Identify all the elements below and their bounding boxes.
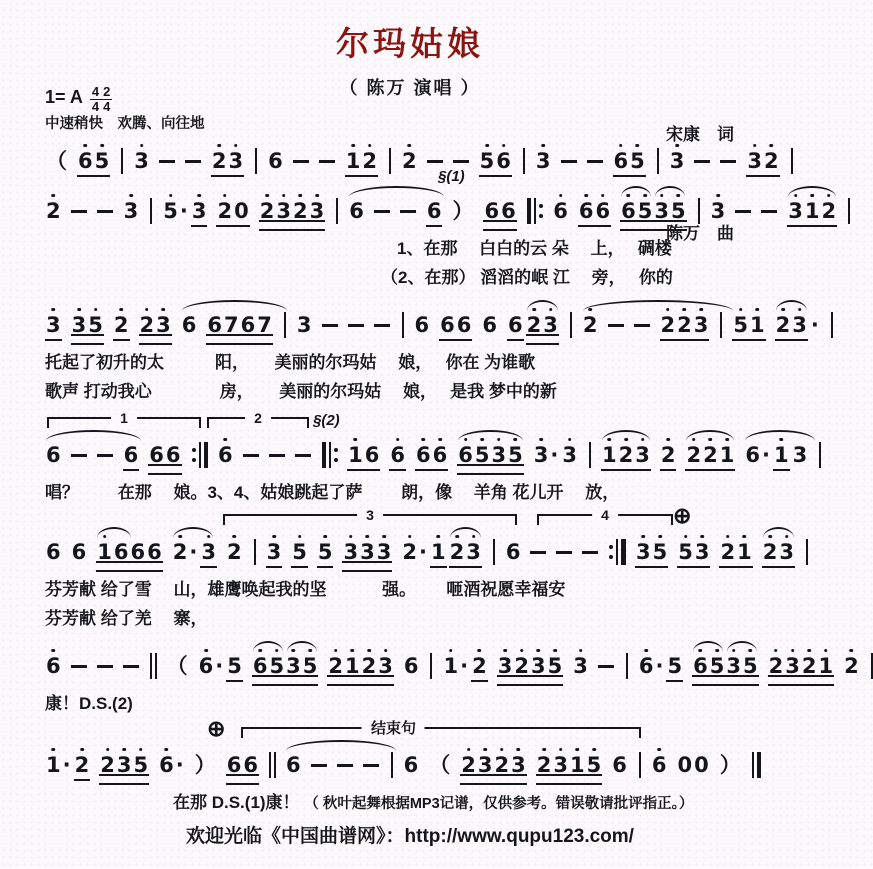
music-system	[45, 138, 782, 184]
duration-dash	[293, 160, 309, 163]
note-token: 6 ·	[198, 653, 224, 678]
duration-dash	[348, 324, 364, 327]
note-token: 3 5	[71, 312, 103, 337]
meter-fraction: $\frac{4}{4}$	[91, 84, 100, 115]
repeat-begin-barline	[527, 198, 544, 224]
note-token: 2 3	[762, 542, 795, 563]
note-token: 5	[667, 653, 683, 678]
note-token: 6	[482, 312, 497, 337]
bracket-label: 1	[111, 411, 137, 426]
lyric-text: 康！D.S.(2)	[45, 694, 133, 713]
note-token: 6 6	[578, 198, 611, 223]
note-token: 6 5 3 5	[620, 201, 687, 222]
transcriber-note: （ 秋叶起舞根据MP3记谱，仅供参考。错误敬请批评指正。）	[304, 796, 694, 812]
bracket-label: 4	[592, 508, 618, 523]
note-token: 2	[113, 312, 129, 337]
barline	[150, 198, 152, 224]
music-system	[45, 643, 859, 718]
note-token: 6 6	[440, 312, 472, 337]
note-token: 2 3 1 5	[536, 752, 602, 777]
notes-row	[45, 302, 819, 348]
volta-bracket	[537, 507, 673, 525]
lyric-line	[45, 575, 782, 604]
lyric-line	[45, 788, 782, 817]
slur-arc	[621, 186, 651, 197]
duration-dash	[269, 454, 285, 457]
duration-dash	[608, 324, 624, 327]
note-token: 6 6	[149, 442, 181, 467]
barline	[523, 148, 525, 174]
duration-dash	[453, 160, 469, 163]
volta-bracket	[207, 410, 309, 428]
note-token: 6	[403, 752, 419, 777]
note-token: 5 6	[479, 148, 511, 173]
note-token: 3 5	[635, 539, 668, 564]
music-system	[45, 168, 837, 292]
note-token: 6	[612, 752, 627, 777]
barline	[871, 653, 873, 679]
note-token: 3 1 2	[787, 201, 837, 222]
duration-dash	[311, 764, 327, 767]
footer	[0, 821, 820, 848]
note-token: 6	[123, 442, 139, 467]
note-token: 3	[266, 539, 282, 564]
note-token: 5	[292, 539, 307, 564]
barline	[254, 539, 256, 565]
note-token: 1 2 3	[601, 445, 651, 466]
note-token: 6 ·	[638, 653, 664, 678]
segno-mark: §(1)	[438, 168, 465, 185]
note-token: 2 ·	[172, 542, 199, 563]
note-token: 6 5 3 5	[457, 445, 524, 466]
repeat-end-barline	[192, 442, 209, 468]
duration-dash	[587, 160, 603, 163]
note-token: 6 ·	[744, 445, 771, 466]
music-system	[45, 716, 782, 817]
duration-dash	[735, 210, 751, 213]
note-token: （	[429, 752, 451, 777]
coda-mark: ⊕	[207, 716, 226, 741]
note-token: 5 3	[678, 539, 710, 564]
duration-dash	[322, 324, 338, 327]
note-token: 3	[46, 312, 61, 337]
meter-fraction: $\frac{2}{4}$	[103, 84, 111, 115]
lyric-line	[45, 263, 782, 292]
barline	[402, 312, 404, 338]
double-barline	[150, 653, 157, 679]
note-token: 3	[669, 148, 685, 173]
slur-arc	[763, 527, 794, 538]
performer-subtitle: （ 陈万 演唱 ）	[339, 78, 481, 98]
barline	[806, 539, 808, 565]
note-token: 3	[191, 198, 207, 223]
barline	[493, 539, 495, 565]
note-token: 1 6	[348, 442, 380, 467]
slur-arc	[693, 641, 723, 652]
note-token: 3	[134, 148, 149, 173]
lyric-text: 托起了初升的太 阳， 美丽的尔玛姑 娘， 你在 为谁歌	[45, 353, 536, 372]
volta-bracket	[47, 410, 201, 428]
duration-dash	[97, 665, 113, 668]
lyric-line	[45, 604, 782, 633]
note-token: 3	[792, 442, 808, 467]
note-token: 6 5 3 5	[252, 656, 319, 677]
barline	[639, 752, 641, 778]
note-token: 2	[582, 315, 599, 336]
note-token: 6	[426, 198, 442, 223]
barline	[336, 198, 338, 224]
note-token: 2 3	[139, 312, 171, 337]
lyric-text: （2、在那） 滔滔的岷 江 旁， 你的	[381, 268, 673, 287]
note-token: （	[46, 148, 67, 173]
slur-arc	[253, 641, 283, 652]
duration-dash	[400, 210, 416, 213]
duration-dash	[71, 454, 87, 457]
barline	[791, 148, 793, 174]
duration-dash	[97, 454, 113, 457]
note-token: 3	[535, 148, 551, 173]
note-token: 2	[226, 539, 242, 564]
note-token: 6 ·	[159, 752, 184, 777]
duration-dash	[71, 665, 87, 668]
note-token: 2 3	[526, 315, 559, 336]
lyric-text: 在那 D.S.(1)康！	[173, 793, 305, 812]
barline	[848, 198, 850, 224]
note-token: 2 0	[217, 198, 249, 223]
note-token: 2 2 3	[660, 312, 709, 337]
music-system	[45, 503, 794, 633]
note-token: 3	[710, 198, 726, 223]
tempo-marking: 中速稍快 欢腾、向往地	[45, 116, 205, 132]
duration-dash	[319, 160, 335, 163]
duration-dash	[97, 210, 113, 213]
note-token: 6 6	[416, 442, 448, 467]
note-token: 6	[508, 312, 523, 337]
note-token: ）	[719, 752, 741, 777]
note-token: 6	[46, 653, 61, 678]
note-token: 2	[402, 148, 417, 173]
slur-arc	[450, 527, 481, 538]
duration-dash	[374, 324, 390, 327]
note-token: 6 5 3 5	[692, 656, 759, 677]
note-token: 2 3	[775, 315, 808, 336]
bracket-label: 2	[245, 411, 271, 426]
lyric-text: 芬芳献 给了雪 山，雄鹰唤起我的坚 强。 咂酒祝愿幸福安	[45, 580, 566, 599]
note-token: 1	[773, 442, 789, 467]
note-token: 6	[181, 315, 198, 336]
duration-dash	[71, 210, 87, 213]
note-token: 1 6 6 6	[96, 542, 163, 563]
duration-dash	[530, 551, 546, 554]
music-system	[45, 302, 819, 406]
note-token: 1 ·	[443, 653, 469, 678]
barline	[698, 198, 700, 224]
note-token: 1	[430, 539, 446, 564]
bracket-label: 3	[357, 508, 383, 523]
barline	[589, 442, 591, 468]
note-token: 6	[348, 201, 365, 222]
lyric-text: 歌声 打动我心 房， 美丽的尔玛姑 娘， 是我 梦中的新	[45, 382, 557, 401]
duration-dash	[634, 324, 650, 327]
duration-dash	[556, 551, 572, 554]
notes-row	[45, 188, 837, 234]
repeat-end-barline	[609, 539, 626, 565]
barline	[626, 653, 628, 679]
qupu-site-link[interactable]: http://www.qupu123.com/	[404, 826, 634, 847]
note-token: 5	[317, 539, 333, 564]
note-token: 5 ·	[163, 198, 188, 223]
note-token: 6	[505, 539, 521, 564]
credit-lyricist: 宋康 词	[666, 125, 734, 144]
note-token: 3	[123, 198, 139, 223]
barline	[121, 148, 123, 174]
slur-arc	[286, 740, 396, 751]
music-system	[45, 410, 808, 507]
note-token: 2	[472, 653, 487, 678]
duration-dash	[337, 764, 353, 767]
volta-bracket	[223, 507, 517, 525]
duration-dash	[694, 160, 710, 163]
note-token: 6 6	[484, 198, 516, 223]
note-token: 6 5	[613, 148, 645, 173]
note-token: 6	[553, 198, 568, 223]
note-token: 0 0	[677, 752, 709, 777]
slur-arc	[527, 300, 558, 311]
note-token: 6	[46, 539, 61, 564]
slur-arc	[776, 300, 807, 311]
note-token: ）	[452, 198, 474, 223]
note-token: 6	[45, 445, 62, 466]
slur-arc	[458, 430, 523, 441]
barline	[657, 148, 659, 174]
time-signatures	[90, 80, 112, 115]
key-label: 1= A	[45, 86, 83, 107]
notes-row	[45, 529, 794, 575]
lyric-line	[45, 377, 782, 406]
bracket-label: 结束句	[362, 721, 425, 738]
slur-arc	[583, 300, 733, 311]
note-token: 2 ·	[402, 539, 427, 564]
notes-row	[45, 138, 782, 184]
note-token: 3	[296, 312, 312, 337]
coda-mark: ⊕	[673, 503, 692, 528]
barline	[819, 442, 821, 468]
notes-row	[45, 742, 782, 788]
note-token: 5	[227, 653, 242, 678]
slur-arc	[602, 430, 650, 441]
duration-dash	[427, 160, 443, 163]
note-token: 3 2	[747, 148, 779, 173]
ending-phrase-bracket	[241, 720, 641, 738]
barline	[570, 312, 572, 338]
barline	[430, 653, 432, 679]
duration-dash	[761, 210, 777, 213]
barline	[720, 312, 722, 338]
lyric-text: 唱？ 在那 娘。3、4、姑娘跳起了萨 朗，像 羊角 花儿开 放，	[45, 483, 620, 502]
slur-arc	[97, 527, 131, 538]
note-token: 3	[562, 442, 577, 467]
note-token: ·	[810, 312, 819, 337]
slur-arc	[655, 186, 685, 197]
note-token: 1 ·	[46, 752, 71, 777]
duration-dash	[295, 454, 311, 457]
segno-mark: §(2)	[313, 412, 340, 429]
slur-arc	[182, 300, 287, 311]
note-token: 6	[218, 442, 233, 467]
duration-dash	[123, 665, 139, 668]
note-token: 6	[268, 148, 283, 173]
duration-dash	[185, 160, 201, 163]
note-token: 2 3	[211, 148, 244, 173]
note-token: 6	[390, 442, 405, 467]
duration-dash	[159, 160, 175, 163]
note-token: 2 3 2 3	[461, 752, 526, 777]
duration-dash	[720, 160, 736, 163]
duration-dash	[363, 764, 379, 767]
barline	[255, 148, 257, 174]
note-token: 3	[201, 539, 216, 564]
note-token: （	[166, 653, 188, 678]
lyric-line	[45, 234, 782, 263]
note-token: 2 3 5	[100, 752, 149, 777]
note-token: 2 2 1	[685, 445, 735, 466]
note-token: 6 7 6 7	[207, 312, 272, 337]
duration-dash	[598, 665, 614, 668]
note-token: 2 1	[720, 539, 752, 564]
duration-dash	[582, 551, 598, 554]
note-token: 2	[74, 752, 90, 777]
note-token: 6	[414, 312, 430, 337]
note-token: 2	[660, 442, 676, 467]
lyric-line	[45, 689, 782, 718]
barline	[391, 752, 393, 778]
lyric-line	[45, 478, 782, 507]
page-title: 尔玛姑娘	[336, 25, 484, 62]
slur-arc	[727, 641, 757, 652]
notes-row	[45, 643, 859, 689]
final-barline	[752, 752, 762, 778]
footer-welcome-text: 欢迎光临《中国曲谱网》：	[186, 826, 405, 847]
notes-row	[45, 432, 808, 478]
note-token: 6	[71, 539, 87, 564]
note-token: 5 1	[733, 312, 765, 337]
slur-arc	[349, 186, 444, 197]
note-token: 2	[844, 653, 859, 678]
note-token: 6	[651, 752, 667, 777]
note-token: 3 3 3	[343, 539, 392, 564]
note-token: 3 ·	[533, 442, 559, 467]
duration-dash	[374, 210, 390, 213]
note-token: 6 6	[226, 752, 258, 777]
note-token: 2 3	[449, 542, 482, 563]
note-token: 3	[573, 653, 588, 678]
note-token: 3 2 3 5	[497, 653, 563, 678]
note-token: 2 3 2 3	[259, 198, 325, 223]
note-token: 6	[403, 653, 419, 678]
slur-arc	[686, 430, 734, 441]
lyric-text: 1、在那 白白的云 朵 上， 碉楼	[397, 239, 672, 258]
slur-arc	[46, 430, 141, 441]
key-signature	[45, 80, 112, 115]
note-token: 2 3 2 1	[768, 653, 834, 678]
double-barline	[269, 752, 276, 778]
slur-arc	[788, 186, 836, 197]
credit-composer: 陈万 曲	[666, 224, 734, 243]
barline	[831, 312, 833, 338]
slur-arc	[287, 641, 317, 652]
barline	[389, 148, 391, 174]
barline	[284, 312, 286, 338]
note-token: 2 1 2 3	[328, 653, 393, 678]
lyric-text: 芬芳献 给了羌 寨，	[45, 609, 208, 628]
lyric-line	[45, 348, 782, 377]
note-token: 1 2	[345, 148, 377, 173]
note-token: 6 5	[78, 148, 110, 173]
duration-dash	[561, 160, 577, 163]
note-token: ）	[194, 752, 216, 777]
note-token: 2	[46, 198, 61, 223]
score	[0, 138, 859, 817]
note-token: 6	[285, 755, 302, 776]
repeat-begin-barline	[322, 442, 339, 468]
duration-dash	[243, 454, 259, 457]
